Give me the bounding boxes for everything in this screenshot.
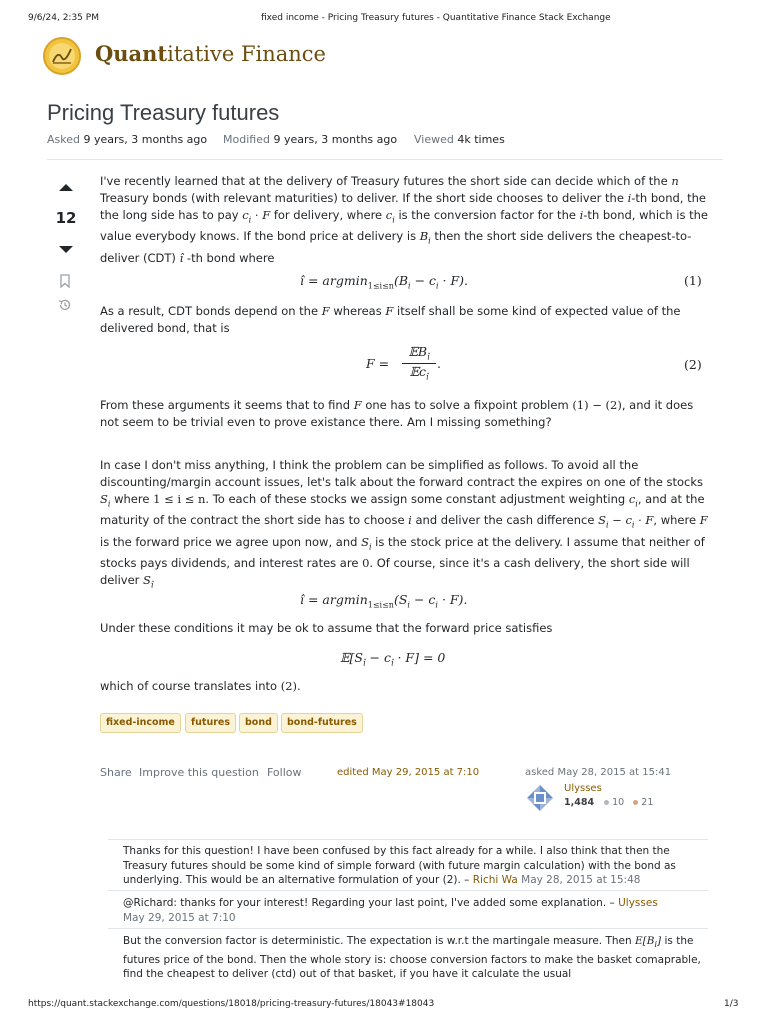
viewed-label: Viewed: [414, 133, 454, 146]
comment-3: But the conversion factor is deterministic. The expectation is w.r.t the martingale measure. Then $E[B_i]$ is the futures price of the bond. Then the whole story is: choose conversion factors to make the basket comaprable, find the cheapest to deliver (ctd) out of that basket, if you have it calculate the usual: [123, 935, 701, 981]
comment-1-user[interactable]: Richi Wa: [472, 874, 518, 886]
bookmark-icon: [57, 273, 73, 289]
viewed-meta: [414, 133, 505, 146]
equation-2-lhs: F =: [366, 356, 390, 371]
equation-1-number: (1): [684, 273, 702, 288]
bronze-badge-count: 21: [641, 797, 654, 808]
asked-label: Asked: [47, 133, 80, 146]
tag-bond-futures[interactable]: bond-futures: [281, 713, 363, 733]
print-url: https://quant.stackexchange.com/questions/18018/pricing-treasury-futures/18043#18043: [28, 999, 435, 1009]
downvote-arrow-icon: [58, 245, 74, 255]
site-logo[interactable]: [42, 36, 82, 76]
comment-2: [123, 896, 708, 925]
equation-2-number: (2): [684, 357, 702, 372]
question-paragraph-3: From these arguments it seems that to find F one has to solve a fixpoint problem (1) − (2), and it does not seem to be trivial even to prove existance there. Am I missing something?: [100, 398, 694, 429]
viewed-value: 4k times: [457, 133, 505, 146]
comment-3-math: E[B: [635, 935, 655, 947]
tag-fixed-income[interactable]: fixed-income: [100, 713, 181, 733]
comment-2-text: @Richard: thanks for your interest! Regarding your last point, I've added some explanation. –: [123, 897, 619, 909]
bronze-badge-dot-icon: [633, 797, 638, 808]
question-paragraph-5: Under these conditions it may be ok to assume that the forward price satisfies: [100, 621, 553, 635]
upvote-arrow-icon: [58, 182, 74, 192]
site-name-bold: Quant: [95, 41, 168, 66]
author-name[interactable]: Ulysses: [564, 783, 602, 794]
edited-link[interactable]: edited May 29, 2015 at 7:10: [337, 767, 480, 778]
modified-meta: [223, 133, 397, 146]
asked-date: asked May 28, 2015 at 15:41: [525, 767, 672, 778]
comment-1-text: Thanks for this question! I have been confused by this fact already for a while. I also think that then the Treasury futures should be some kind of simple forward (with future margin calculation) with the bond as underlying. This would be an alternative formulation of your (2). –: [123, 845, 676, 886]
question-paragraph-1: I've recently learned that at the delivery of Treasury futures the short side can decide which of the n Treasury bonds (with relevant maturities) to deliver. If the short side chooses to deliver the i-th bond, the the long side has to pay $c_i \cdot F$ for delivery, where $c_i$ is the conversion factor for the i-th bond, which is the value everybody knows. If the bond price at delivery is $B_i$ then the short side delivers the cheapest-to-deliver (CDT) î -th bond where: [100, 174, 708, 265]
asked-value: 9 years, 3 months ago: [83, 133, 208, 146]
upvote-button[interactable]: [45, 172, 87, 202]
author-avatar[interactable]: [525, 783, 555, 813]
asked-meta: [47, 133, 207, 146]
question-title[interactable]: Pricing Treasury futures: [47, 100, 280, 125]
improve-question-link[interactable]: Improve this question: [139, 766, 259, 779]
equation-3: î = $argmin_{1\le i\le n}(S_i - c_i \cdot F)$.: [300, 592, 468, 610]
equation-4: $𝔼[S_î - c_î \cdot F] = 0$: [340, 650, 446, 668]
comment-divider: [108, 928, 708, 929]
modified-label: Modified: [223, 133, 270, 146]
comment-divider: [108, 890, 708, 891]
comment-2-date[interactable]: May 29, 2015 at 7:10: [123, 911, 236, 924]
share-link[interactable]: Share: [100, 766, 132, 779]
title-divider: [47, 159, 723, 160]
equation-2-denominator: 𝔼c$_î$: [409, 363, 429, 381]
equation-2-numerator: 𝔼B$_î$: [402, 344, 436, 364]
site-name[interactable]: [95, 41, 326, 66]
tag-futures[interactable]: futures: [185, 713, 236, 733]
comment-2-user[interactable]: Ulysses: [618, 897, 658, 909]
author-reputation: [564, 797, 653, 808]
bookmark-button[interactable]: [57, 273, 73, 289]
comment-1-date[interactable]: May 28, 2015 at 15:48: [517, 874, 641, 886]
silver-badge-dot-icon: [604, 797, 609, 808]
silver-badge-count: 10: [612, 797, 625, 808]
equation-1: î = $argmin_{1\le i\le n}(B_i - c_i \cdot F)$.: [300, 273, 469, 291]
tag-bond[interactable]: bond: [239, 713, 278, 733]
question-paragraph-4: In case I don't miss anything, I think the problem can be simplified as follows. To avoid all the discounting/margin account issues, let's talk about the forward contract the expires on one of the stocks $S_i$ where 1 ≤ i ≤ n. To each of these stocks we assign some constant adjustment weighting $c_i$, and at the maturity of the contract the short side has to choose i and deliver the cash difference $S_i - c_i \cdot F$, where F is the forward price we agree upon now, and $S_i$ is the stock price at the delivery. I assume that neither of stocks pays dividends, and interest rates are 0. Of course, since it's a cash delivery, the short side will deliver $S_î$: [100, 458, 708, 590]
question-paragraph-6: which of course translates into (2).: [100, 679, 301, 693]
identicon-icon: [525, 783, 555, 813]
modified-value[interactable]: 9 years, 3 months ago: [273, 133, 398, 146]
comment-3-text-b: is the futures price of the bond. Then the whole story is: choose conversion factors to make the basket comaprable, find the cheapest to deliver (ctd) out of that basket, if you have it calculate the usual: [123, 935, 701, 981]
follow-link[interactable]: Follow: [267, 766, 302, 779]
print-datetime: 9/6/24, 2:35 PM: [28, 13, 99, 23]
downvote-button[interactable]: [45, 235, 87, 265]
comments-divider-top: [108, 839, 708, 840]
site-logo-icon: [42, 36, 82, 76]
question-paragraph-2: As a result, CDT bonds depend on the F whereas F itself shall be some kind of expected value of the delivered bond, that is: [100, 304, 681, 335]
history-button[interactable]: [57, 297, 73, 313]
equation-2-fraction: [402, 344, 436, 381]
equation-2-tail: .: [437, 356, 441, 371]
print-page-number: 1/3: [724, 999, 739, 1009]
print-page-title: fixed income - Pricing Treasury futures - Quantitative Finance Stack Exchange: [261, 13, 611, 23]
reputation-score: 1,484: [564, 797, 595, 808]
comment-3-text-a: But the conversion factor is deterministic. The expectation is w.r.t the martingale measure. Then: [123, 935, 635, 947]
vote-count: 12: [55, 209, 77, 227]
history-icon: [57, 297, 73, 313]
site-name-rest: itative Finance: [167, 42, 326, 66]
comment-1: [123, 844, 708, 888]
